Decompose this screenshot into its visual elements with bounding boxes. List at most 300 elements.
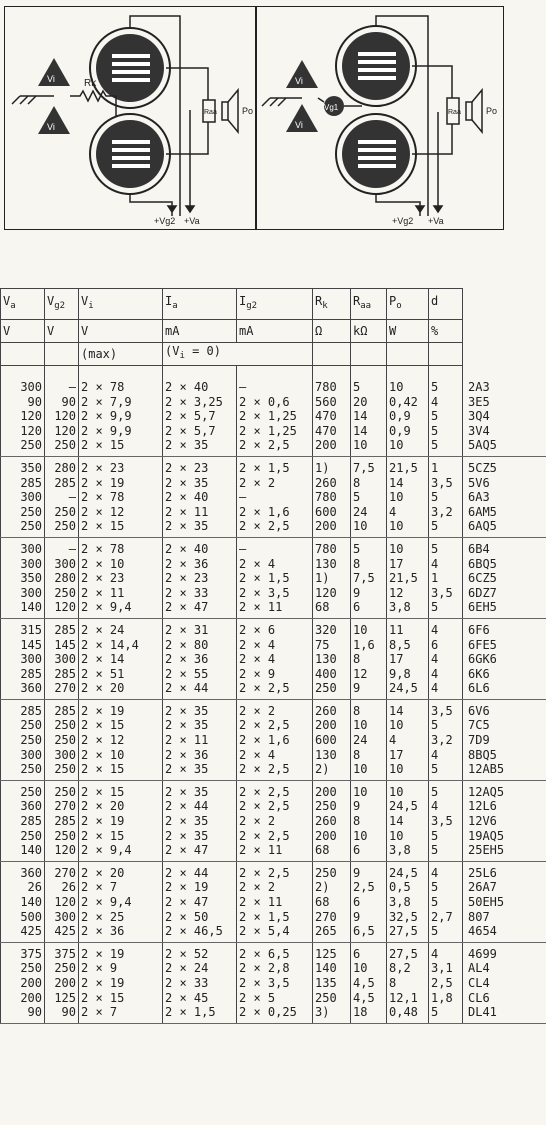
data-cell: 2,5 — [351, 880, 387, 895]
data-cell: 2 × 36 — [163, 748, 237, 763]
data-cell: 12 — [351, 667, 387, 682]
data-cell: 2 × 78 — [79, 376, 163, 395]
data-cell: 360 — [1, 681, 45, 699]
unit-cell: V — [1, 320, 45, 343]
data-cell: 260 — [313, 814, 351, 829]
data-cell: 9 — [351, 681, 387, 699]
data-cell: 8 — [351, 557, 387, 572]
data-cell: 5 — [429, 829, 463, 844]
data-cell: 4 — [429, 942, 463, 961]
data-cell: 8 — [351, 748, 387, 763]
data-cell: 5 — [429, 780, 463, 799]
tube-type-cell: 3V4 — [463, 424, 546, 439]
data-cell: 120 — [1, 424, 45, 439]
table-row — [1, 718, 546, 733]
data-cell: 425 — [45, 924, 79, 942]
data-cell: 3,1 — [429, 961, 463, 976]
data-cell: 68 — [313, 895, 351, 910]
data-cell: 250 — [1, 718, 45, 733]
data-cell: 130 — [313, 748, 351, 763]
data-cell: – — [45, 376, 79, 395]
data-cell: 24 — [351, 733, 387, 748]
column-header: $R_{aa}$ — [351, 289, 387, 320]
data-cell: 140 — [313, 961, 351, 976]
data-cell: 200 — [313, 829, 351, 844]
table-row — [1, 829, 546, 844]
data-cell: 90 — [1, 395, 45, 410]
label-rk: Rk — [84, 78, 97, 89]
data-cell: 5 — [429, 843, 463, 861]
data-cell: 2 × 2,5 — [237, 762, 313, 780]
data-cell: 350 — [1, 456, 45, 475]
tube-type-cell: 5V6 — [463, 476, 546, 491]
data-cell: – — [237, 376, 313, 395]
circuit-right — [262, 16, 497, 226]
data-cell: 2 × 31 — [163, 618, 237, 637]
data-cell: 2 × 6,5 — [237, 942, 313, 961]
data-cell: 300 — [1, 586, 45, 601]
data-cell: 2 × 51 — [79, 667, 163, 682]
data-cell: 285 — [45, 618, 79, 637]
data-cell: 8 — [351, 652, 387, 667]
tube-type-cell: 12V6 — [463, 814, 546, 829]
data-cell: 2 × 23 — [79, 571, 163, 586]
tube-type-cell: 6V6 — [463, 699, 546, 718]
tube-data-table — [0, 288, 546, 1024]
data-cell: 3,5 — [429, 586, 463, 601]
data-cell: 2 × 35 — [163, 718, 237, 733]
data-cell: 2 × 35 — [163, 762, 237, 780]
label-raa: Raa — [204, 109, 217, 116]
unit-cell: Ω — [313, 320, 351, 343]
notes-row — [1, 343, 546, 366]
header-row — [1, 289, 546, 320]
data-cell: 10 — [387, 490, 429, 505]
data-cell: 2 × 2,5 — [237, 799, 313, 814]
table-row — [1, 843, 546, 861]
data-cell: 3,5 — [429, 699, 463, 718]
table-row — [1, 456, 546, 475]
data-cell: 300 — [1, 490, 45, 505]
data-cell: 315 — [1, 618, 45, 637]
row-group — [1, 942, 546, 1023]
table-row — [1, 424, 546, 439]
tube-type-cell: 25L6 — [463, 861, 546, 880]
data-cell: 3,2 — [429, 733, 463, 748]
data-cell: 2 × 44 — [163, 799, 237, 814]
data-cell: 5 — [429, 880, 463, 895]
row-group — [1, 376, 546, 456]
data-cell: 6 — [351, 600, 387, 618]
column-header: $V_{g2}$ — [45, 289, 79, 320]
data-cell: – — [237, 490, 313, 505]
data-cell: 10 — [387, 438, 429, 456]
row-group — [1, 861, 546, 942]
tube-type-cell: 5AQ5 — [463, 438, 546, 456]
data-cell: 2 × 35 — [163, 519, 237, 537]
data-cell: 300 — [1, 557, 45, 572]
data-cell: 2 × 12 — [79, 733, 163, 748]
data-cell: 250 — [45, 505, 79, 520]
column-header: $I_{g2}$ — [237, 289, 313, 320]
data-cell: 2 × 11 — [237, 895, 313, 910]
table-row — [1, 762, 546, 780]
data-cell: 120 — [45, 409, 79, 424]
data-cell: 2 × 9,4 — [79, 843, 163, 861]
data-cell: 2 × 4 — [237, 557, 313, 572]
tube-type-cell: 7D9 — [463, 733, 546, 748]
data-cell: 2 × 4 — [237, 748, 313, 763]
unit-cell: kΩ — [351, 320, 387, 343]
data-cell: 2 × 5,4 — [237, 924, 313, 942]
data-cell: 2 × 35 — [163, 699, 237, 718]
tube-type-cell: 807 — [463, 910, 546, 925]
tube-type-cell: DL41 — [463, 1005, 546, 1023]
data-cell: 250 — [1, 438, 45, 456]
data-cell: 5 — [351, 376, 387, 395]
data-cell: 500 — [1, 910, 45, 925]
data-cell: 130 — [313, 652, 351, 667]
tube-type-cell: 12L6 — [463, 799, 546, 814]
data-cell: 260 — [313, 476, 351, 491]
data-cell: 2 × 50 — [163, 910, 237, 925]
table-row — [1, 376, 546, 395]
tube-type-cell: 2A3 — [463, 376, 546, 395]
tube-type-cell: CL6 — [463, 991, 546, 1006]
tube-type-cell: AL4 — [463, 961, 546, 976]
data-cell: 17 — [387, 557, 429, 572]
data-cell: 270 — [313, 910, 351, 925]
unit-cell: V — [45, 320, 79, 343]
label-vg1: Vg1 — [324, 103, 339, 112]
data-cell: 250 — [1, 733, 45, 748]
data-cell: 2 × 35 — [163, 438, 237, 456]
data-cell: 2 × 15 — [79, 718, 163, 733]
data-cell: 0,9 — [387, 424, 429, 439]
data-cell: 21,5 — [387, 456, 429, 475]
tube-type-cell: 6F6 — [463, 618, 546, 637]
data-cell: 780 — [313, 376, 351, 395]
table-row — [1, 652, 546, 667]
data-cell: 285 — [45, 699, 79, 718]
data-cell: 2 × 3,5 — [237, 586, 313, 601]
data-cell: 2,7 — [429, 910, 463, 925]
data-cell: 250 — [313, 681, 351, 699]
data-cell: 2 × 23 — [163, 456, 237, 475]
data-cell: 2 × 1,5 — [163, 1005, 237, 1023]
data-cell: 4 — [387, 733, 429, 748]
data-cell: 2 × 9,4 — [79, 895, 163, 910]
data-cell: 250 — [1, 961, 45, 976]
data-cell: 2 × 11 — [237, 843, 313, 861]
data-cell: 375 — [45, 942, 79, 961]
data-cell: 2 × 12 — [79, 505, 163, 520]
table-row — [1, 638, 546, 653]
data-cell: 0,5 — [387, 880, 429, 895]
data-cell: 2) — [313, 762, 351, 780]
note-condition: $(V_i = 0)$ — [163, 343, 313, 366]
data-cell: 2 × 4 — [237, 638, 313, 653]
tube-type-cell: 6GK6 — [463, 652, 546, 667]
data-cell: 32,5 — [387, 910, 429, 925]
unit-cell: mA — [163, 320, 237, 343]
data-cell: 5 — [429, 537, 463, 556]
label-vi-top-right: Vi — [295, 76, 303, 86]
data-cell: 280 — [45, 456, 79, 475]
table-row — [1, 409, 546, 424]
data-cell: 2 × 9,9 — [79, 409, 163, 424]
data-cell: 3,2 — [429, 505, 463, 520]
unit-cell: % — [429, 320, 463, 343]
data-cell: 270 — [45, 861, 79, 880]
tube-type-cell: 5CZ5 — [463, 456, 546, 475]
data-cell: 200 — [1, 991, 45, 1006]
data-cell: 300 — [45, 652, 79, 667]
data-cell: 10 — [351, 829, 387, 844]
data-cell: 140 — [1, 843, 45, 861]
data-cell: 250 — [45, 961, 79, 976]
data-cell: 2 × 2,5 — [237, 861, 313, 880]
table-row — [1, 733, 546, 748]
tube-type-cell: 6B4 — [463, 537, 546, 556]
data-cell: 2 × 19 — [79, 942, 163, 961]
data-cell: 2 × 47 — [163, 600, 237, 618]
data-cell: 8 — [387, 976, 429, 991]
data-cell: 260 — [313, 699, 351, 718]
data-cell: 2 × 1,25 — [237, 409, 313, 424]
data-cell: 200 — [313, 438, 351, 456]
data-cell: 2 × 0,6 — [237, 395, 313, 410]
data-cell: 27,5 — [387, 924, 429, 942]
data-cell: 12 — [387, 586, 429, 601]
data-cell: 14 — [387, 814, 429, 829]
data-cell: 10 — [351, 961, 387, 976]
data-cell: 2 × 36 — [163, 557, 237, 572]
table-row — [1, 942, 546, 961]
data-cell: 1) — [313, 571, 351, 586]
data-cell: 8 — [351, 476, 387, 491]
data-cell: 300 — [1, 748, 45, 763]
data-cell: 2 × 15 — [79, 762, 163, 780]
data-cell: 2 × 47 — [163, 843, 237, 861]
data-cell: 300 — [1, 537, 45, 556]
data-cell: 250 — [45, 438, 79, 456]
data-cell: 425 — [1, 924, 45, 942]
data-cell: 5 — [429, 924, 463, 942]
data-cell: 10 — [387, 519, 429, 537]
data-cell: 300 — [1, 376, 45, 395]
table-row — [1, 814, 546, 829]
data-cell: 2 × 40 — [163, 537, 237, 556]
tube-type-cell: 6EH5 — [463, 600, 546, 618]
data-cell: 2 × 23 — [163, 571, 237, 586]
data-cell: 7,5 — [351, 456, 387, 475]
data-cell: 2 × 2,5 — [237, 780, 313, 799]
data-cell: 2 × 44 — [163, 681, 237, 699]
data-cell: 3,5 — [429, 476, 463, 491]
tube-type-cell: 6A3 — [463, 490, 546, 505]
data-cell: 2 × 10 — [79, 557, 163, 572]
data-cell: 5 — [429, 490, 463, 505]
data-cell: 120 — [45, 895, 79, 910]
data-cell: 560 — [313, 395, 351, 410]
data-cell: 285 — [1, 814, 45, 829]
column-header: d — [429, 289, 463, 320]
data-cell: 2 × 35 — [163, 780, 237, 799]
data-cell: 250 — [313, 861, 351, 880]
data-cell: 2 × 35 — [163, 829, 237, 844]
data-cell: 300 — [45, 557, 79, 572]
tube-type-cell: 12AB5 — [463, 762, 546, 780]
data-cell: 250 — [45, 733, 79, 748]
tube-type-cell: 6FE5 — [463, 638, 546, 653]
data-cell: 6 — [351, 843, 387, 861]
data-cell: 4 — [429, 667, 463, 682]
data-cell: 17 — [387, 748, 429, 763]
data-cell: 3,5 — [429, 814, 463, 829]
data-cell: 5 — [429, 424, 463, 439]
data-cell: 2 × 19 — [79, 814, 163, 829]
data-cell: 2 × 25 — [79, 910, 163, 925]
data-cell: 2 × 80 — [163, 638, 237, 653]
data-cell: 2 × 2,5 — [237, 829, 313, 844]
data-cell: 2 × 40 — [163, 376, 237, 395]
table-row — [1, 880, 546, 895]
data-cell: 2 × 11 — [237, 600, 313, 618]
data-cell: 200 — [1, 976, 45, 991]
label-vi-top: Vi — [47, 74, 55, 84]
circuit-left — [12, 16, 253, 226]
data-cell: 270 — [45, 681, 79, 699]
data-cell: 2 × 5,7 — [163, 409, 237, 424]
data-cell: 2 × 2,5 — [237, 519, 313, 537]
data-cell: 250 — [45, 762, 79, 780]
data-cell: 2 × 2 — [237, 814, 313, 829]
data-cell: 2 × 1,6 — [237, 733, 313, 748]
data-cell: 2 × 2 — [237, 699, 313, 718]
data-cell: 2 × 2,5 — [237, 718, 313, 733]
data-cell: 285 — [45, 814, 79, 829]
tube-type-cell: 3E5 — [463, 395, 546, 410]
table-row — [1, 961, 546, 976]
data-cell: 300 — [1, 652, 45, 667]
data-cell: 2 × 23 — [79, 456, 163, 475]
row-group — [1, 537, 546, 618]
table-row — [1, 557, 546, 572]
data-cell: 2 × 78 — [79, 490, 163, 505]
data-cell: 2 × 1,5 — [237, 910, 313, 925]
data-cell: 250 — [45, 780, 79, 799]
data-cell: 14 — [387, 699, 429, 718]
tube-type-cell: 4654 — [463, 924, 546, 942]
data-cell: 2 × 0,25 — [237, 1005, 313, 1023]
data-cell: 2 × 6 — [237, 618, 313, 637]
data-cell: 2 × 1,25 — [237, 424, 313, 439]
tube-type-cell: CL4 — [463, 976, 546, 991]
data-cell: 10 — [351, 519, 387, 537]
table-row — [1, 490, 546, 505]
label-vg2: +Vg2 — [154, 216, 176, 226]
data-cell: 2 × 15 — [79, 438, 163, 456]
data-cell: 4 — [429, 395, 463, 410]
data-cell: 270 — [45, 799, 79, 814]
data-cell: 2 × 9 — [79, 961, 163, 976]
data-cell: 0,9 — [387, 409, 429, 424]
data-cell: 2 × 55 — [163, 667, 237, 682]
data-cell: 27,5 — [387, 942, 429, 961]
data-cell: 11 — [387, 618, 429, 637]
data-cell: 1,6 — [351, 638, 387, 653]
data-cell: 120 — [1, 409, 45, 424]
data-cell: 9 — [351, 586, 387, 601]
data-cell: 26 — [1, 880, 45, 895]
data-cell: 24,5 — [387, 861, 429, 880]
tube-type-cell: 26A7 — [463, 880, 546, 895]
data-cell: 2 × 7,9 — [79, 395, 163, 410]
tube-type-cell: 6AM5 — [463, 505, 546, 520]
label-po-right: Po — [486, 106, 498, 116]
data-cell: 14 — [387, 476, 429, 491]
data-cell: 0,48 — [387, 1005, 429, 1023]
data-cell: 26 — [45, 880, 79, 895]
data-cell: 17 — [387, 652, 429, 667]
data-cell: 3,8 — [387, 895, 429, 910]
data-cell: 10 — [387, 780, 429, 799]
data-cell: 2,5 — [429, 976, 463, 991]
data-cell: 285 — [1, 667, 45, 682]
table-row — [1, 799, 546, 814]
unit-cell: V — [79, 320, 163, 343]
tube-type-cell: 6DZ7 — [463, 586, 546, 601]
tube-type-cell: 6CZ5 — [463, 571, 546, 586]
data-cell: 24,5 — [387, 681, 429, 699]
data-cell: 12,1 — [387, 991, 429, 1006]
data-cell: 9 — [351, 799, 387, 814]
data-cell: 2 × 4 — [237, 652, 313, 667]
data-cell: 5 — [429, 376, 463, 395]
data-cell: 5 — [429, 718, 463, 733]
data-cell: 10 — [387, 829, 429, 844]
data-cell: 4 — [429, 748, 463, 763]
data-cell: 2 × 9,9 — [79, 424, 163, 439]
tube-type-cell: 12AQ5 — [463, 780, 546, 799]
data-cell: 24 — [351, 505, 387, 520]
data-cell: 2 × 5 — [237, 991, 313, 1006]
data-cell: 2 × 11 — [79, 586, 163, 601]
data-cell: 780 — [313, 537, 351, 556]
data-cell: 9 — [351, 910, 387, 925]
table-row — [1, 586, 546, 601]
data-cell: 4 — [429, 799, 463, 814]
data-cell: 2) — [313, 880, 351, 895]
data-cell: 10 — [387, 718, 429, 733]
data-cell: 10 — [387, 762, 429, 780]
data-cell: 145 — [1, 638, 45, 653]
data-cell: 2 × 5,7 — [163, 424, 237, 439]
data-cell: 250 — [313, 799, 351, 814]
data-cell: 2 × 15 — [79, 519, 163, 537]
label-raa-right: Raa — [448, 109, 461, 116]
data-cell: 250 — [1, 829, 45, 844]
data-cell: 2 × 20 — [79, 681, 163, 699]
data-cell: 9,8 — [387, 667, 429, 682]
data-cell: 265 — [313, 924, 351, 942]
data-cell: 8 — [351, 699, 387, 718]
data-cell: 2 × 33 — [163, 976, 237, 991]
data-cell: 68 — [313, 600, 351, 618]
table-row — [1, 395, 546, 410]
data-cell: 2 × 11 — [163, 733, 237, 748]
